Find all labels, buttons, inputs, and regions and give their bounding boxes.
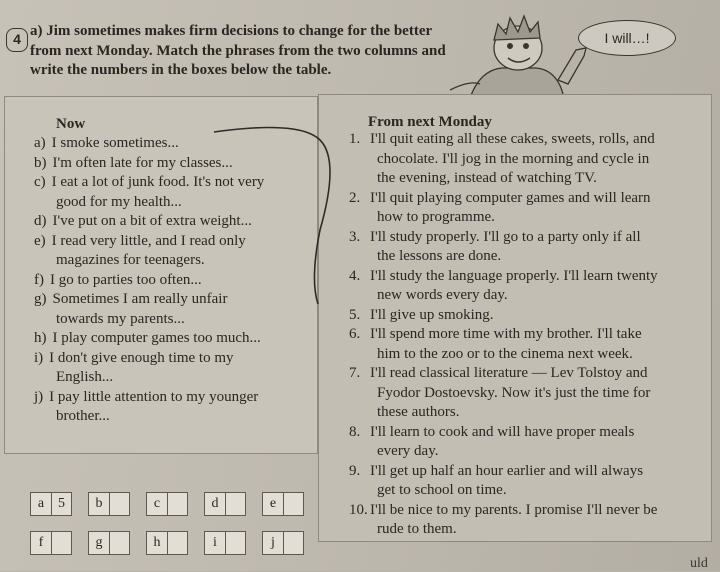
next-item-number: 8. [349, 423, 361, 440]
answer-cell-i [204, 531, 246, 555]
next-item-number: 2. [349, 189, 361, 206]
answer-value-box[interactable] [284, 493, 303, 515]
next-item-line: chocolate. I'll jog in the morning and cycle in [377, 150, 650, 167]
answer-cell-b [88, 492, 130, 516]
cut-off-text: uld [690, 556, 708, 571]
next-monday-title: From next Monday [368, 114, 492, 130]
next-item-line: I'll read classical literature — Lev Tolstoy and [370, 365, 648, 381]
next-item-number: 5. [349, 306, 361, 323]
now-item-letter: i) [34, 349, 44, 366]
answer-cell-j [262, 531, 304, 555]
now-item-letter: j) [34, 388, 44, 405]
speech-bubble: I will…! [578, 20, 676, 56]
answer-cell-h [146, 531, 188, 555]
now-item-text: I play computer games too much... [52, 330, 261, 346]
now-item-text: I read very little, and I read only [51, 232, 246, 249]
now-item-continuation: brother... [56, 408, 110, 424]
next-item-number: 10. [349, 501, 368, 518]
next-item-line: rude to them. [377, 521, 457, 537]
now-item-text: I'm often late for my classes... [52, 154, 233, 171]
next-item-line: every day. [377, 443, 439, 459]
now-item [34, 388, 314, 408]
answer-cell-g [88, 531, 130, 555]
bracket-arc-icon [190, 120, 360, 320]
task-number: 4 [6, 28, 28, 52]
now-item-letter: f) [34, 271, 44, 288]
next-item-number: 4. [349, 267, 361, 284]
answer-value-box[interactable] [168, 532, 187, 554]
next-item-line: I'll spend more time with my brother. I'll take [370, 326, 642, 342]
now-item-continuation: good for my health... [56, 193, 182, 210]
now-title: Now [56, 116, 86, 132]
now-item-continuation: English... [56, 369, 114, 385]
answer-letter: g [89, 532, 110, 554]
next-item-number: 6. [349, 326, 361, 342]
next-item-line: I'll study properly. I'll go to a party only if all [370, 228, 641, 245]
next-item-line: I'll study the language properly. I'll learn twenty [370, 267, 658, 284]
answer-letter: h [147, 532, 168, 554]
next-item-line: I'll learn to cook and will have proper meals [370, 423, 635, 440]
answer-cell-a [30, 492, 72, 516]
next-item-line: I'll quit eating all these cakes, sweets, rolls, and [370, 131, 655, 147]
now-item-continuation: magazines for teenagers. [56, 252, 205, 268]
jim-illustration-icon [440, 10, 590, 100]
answer-value-box[interactable] [110, 493, 129, 515]
now-item-text: I eat a lot of junk food. It's not very [51, 174, 265, 190]
next-item-line: him to the zoo or to the cinema next week. [377, 345, 633, 362]
next-item-number: 7. [349, 365, 361, 381]
answer-value-box[interactable] [52, 532, 71, 554]
now-item-continuation: towards my parents... [56, 310, 185, 327]
answer-letter: j [263, 532, 284, 554]
next-item-line: I'll quit playing computer games and will learn [370, 189, 651, 206]
next-item-line: Fyodor Dostoevsky. Now it's just the time for [377, 384, 651, 401]
next-item-number: 3. [349, 228, 361, 245]
next-item-line: I'll give up smoking. [370, 306, 494, 323]
now-item-text: I pay little attention to my younger [49, 388, 259, 405]
task-instruction: a) Jim sometimes makes firm decisions to change for the better from next Monday. Match the phrases from the two columns and write the numbers in the boxes below the table. [30, 23, 446, 78]
answer-value-box[interactable] [110, 532, 129, 554]
answer-letter: d [205, 493, 226, 515]
answer-letter: e [263, 493, 284, 515]
now-item-letter: g) [34, 291, 47, 307]
next-item-line: the evening, instead of watching TV. [377, 170, 597, 186]
answer-cell-d [204, 492, 246, 516]
now-item-text: I smoke sometimes... [51, 135, 179, 151]
now-item-text: I've put on a bit of extra weight... [52, 213, 252, 229]
next-item-line: how to programme. [377, 209, 495, 225]
next-item-line: I'll be nice to my parents. I promise I'll never be [370, 501, 658, 518]
answer-value-box[interactable] [226, 493, 245, 515]
now-item-text: I don't give enough time to my [49, 349, 234, 366]
answer-value-box[interactable] [168, 493, 187, 515]
now-item-text: I go to parties too often... [50, 271, 202, 288]
answer-letter: c [147, 493, 168, 515]
next-item-line: I'll get up half an hour earlier and will always [370, 462, 644, 479]
next-item-line: the lessons are done. [377, 248, 502, 264]
answer-cell-c [146, 492, 188, 516]
answer-letter: i [205, 532, 226, 554]
next-item-line: new words every day. [377, 287, 508, 303]
next-item-number: 1. [349, 131, 361, 147]
next-item-line: get to school on time. [377, 482, 507, 498]
answer-letter: a [31, 493, 52, 515]
now-item-letter: a) [34, 135, 46, 151]
now-item-letter: d) [34, 213, 47, 229]
next-item-line: these authors. [377, 404, 460, 420]
answer-letter: b [89, 493, 110, 515]
now-item [34, 349, 314, 369]
answer-letter: f [31, 532, 52, 554]
answer-cell-e [262, 492, 304, 516]
now-item-letter: c) [34, 174, 46, 190]
answer-value-box[interactable] [284, 532, 303, 554]
now-item-letter: b) [34, 154, 47, 171]
answer-cell-f [30, 531, 72, 555]
now-item [34, 329, 314, 349]
now-item-letter: e) [34, 232, 46, 249]
answer-value-box[interactable] [226, 532, 245, 554]
now-item-letter: h) [34, 330, 47, 346]
answer-value-box[interactable]: 5 [58, 496, 65, 511]
now-item-text: Sometimes I am really unfair [52, 291, 228, 307]
next-item-number: 9. [349, 462, 361, 479]
